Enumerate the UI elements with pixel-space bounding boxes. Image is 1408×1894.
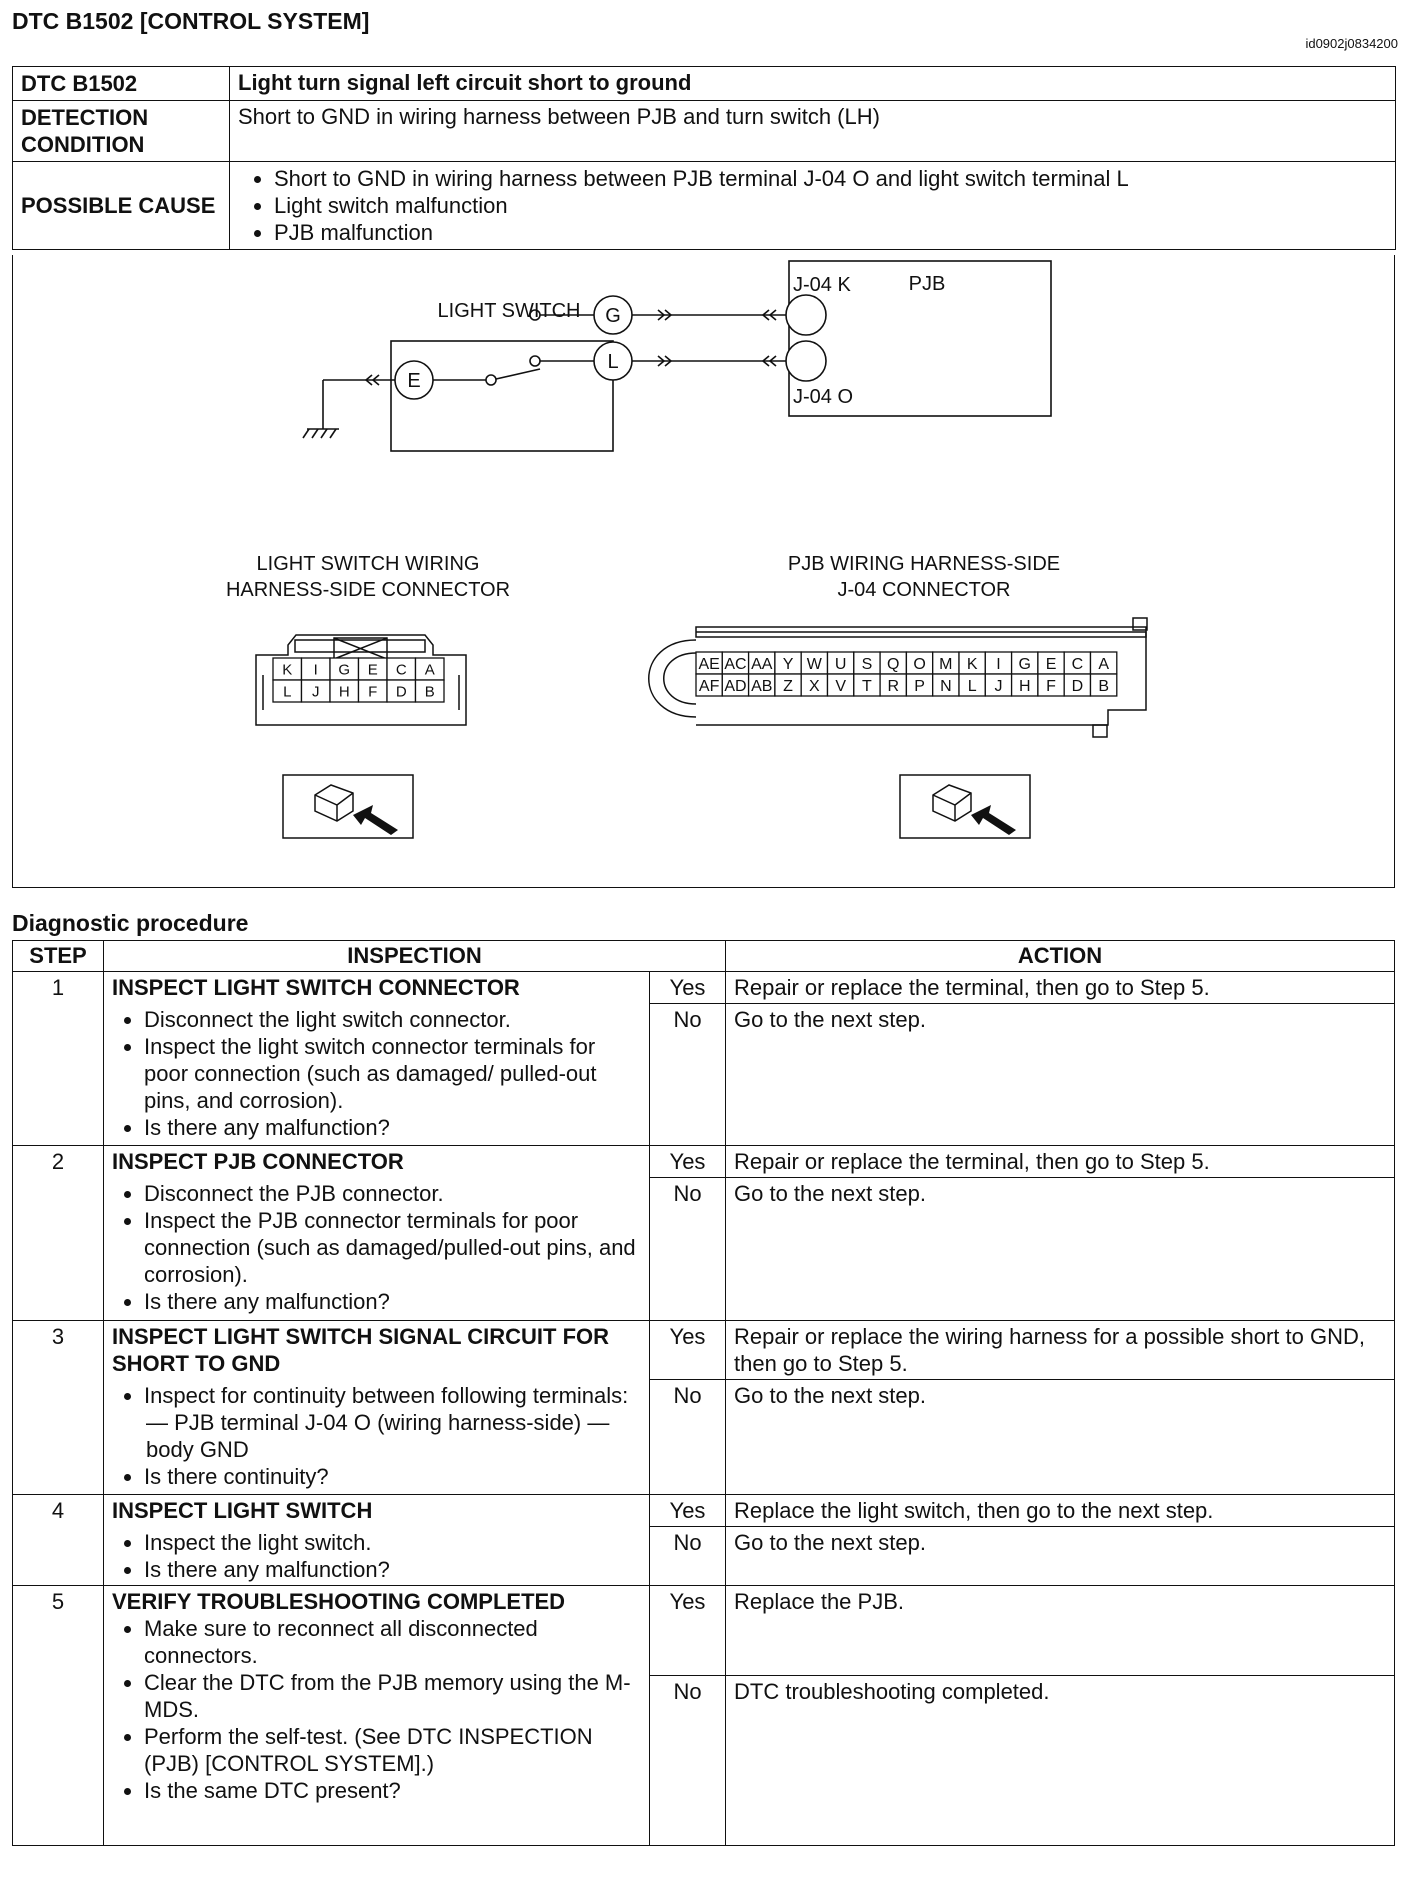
pjb-pin-label: AC: [724, 655, 747, 673]
light-switch-pin-grid: [273, 658, 444, 702]
pjb-pin-label: R: [887, 677, 900, 695]
no-label: No: [650, 1527, 726, 1586]
page-title: DTC B1502 [CONTROL SYSTEM]: [12, 8, 370, 34]
step-items: [104, 1527, 650, 1586]
cause-item: • Short to GND in wiring harness between PJB terminal J-04 O and light switch terminal L: [274, 165, 1387, 192]
cause-item: • PJB malfunction: [274, 219, 1387, 246]
step-item: • Disconnect the light switch connector.: [144, 1006, 641, 1033]
no-action: Go to the next step.: [726, 1527, 1395, 1586]
step-item: • Is there any malfunction?: [144, 1556, 641, 1583]
pjb-pin-label: AD: [724, 677, 747, 695]
yes-label: Yes: [650, 1585, 726, 1675]
step-heading: INSPECT LIGHT SWITCH CONNECTOR: [104, 972, 650, 1004]
pjb-pin-label: A: [1098, 655, 1109, 673]
no-label: No: [650, 1380, 726, 1495]
pjb-pin-label: H: [1018, 677, 1031, 695]
ls-pin-label: L: [283, 683, 292, 701]
pjb-pin-label: E: [1045, 655, 1057, 673]
pjb-pin-label: T: [862, 677, 872, 695]
cause-item: • Light switch malfunction: [274, 192, 1387, 219]
terminal-l-label: L: [607, 351, 619, 373]
step-item: • Make sure to reconnect all disconnected connectors.: [144, 1615, 641, 1669]
step-number: 5: [13, 1585, 104, 1845]
step-row: [13, 1585, 1395, 1675]
possible-cause-label: POSSIBLE CAUSE: [13, 162, 230, 250]
ls-pin-label: H: [338, 683, 350, 701]
pjb-pin-label: M: [939, 655, 953, 673]
pjb-pin-label: O: [913, 655, 926, 673]
ls-connector-title-2: HARNESS-SIDE CONNECTOR: [225, 579, 511, 601]
step-item: • Inspect the PJB connector terminals for poor connection (such as damaged/pulled-out pins, and corrosion).: [144, 1207, 641, 1288]
no-label: No: [650, 1675, 726, 1845]
pjb-connector-title-1: PJB WIRING HARNESS-SIDE: [787, 553, 1061, 575]
wiring-diagram-panel: [12, 255, 1395, 888]
pjb-pin-label: S: [861, 655, 873, 673]
pjb-terminal-o-label: J-04 O: [793, 386, 854, 408]
pjb-pin-label: W: [806, 655, 822, 673]
step-item: • Is the same DTC present?: [144, 1777, 641, 1804]
yes-label: Yes: [650, 1146, 726, 1178]
pjb-pin-label: N: [940, 677, 952, 695]
ls-pin-label: F: [368, 683, 378, 701]
pjb-pin-label: V: [835, 677, 846, 695]
step-item: • Is there any malfunction?: [144, 1288, 641, 1315]
step-row: [13, 972, 1395, 1004]
pjb-pin-label: K: [966, 655, 978, 673]
ls-pin-label: C: [395, 661, 407, 679]
step-item: • Inspect the light switch.: [144, 1529, 641, 1556]
ls-pin-label: B: [424, 683, 435, 701]
no-action: DTC troubleshooting completed.: [726, 1675, 1395, 1845]
dtc-code-label: DTC B1502: [13, 67, 230, 101]
yes-action: Repair or replace the terminal, then go to Step 5.: [726, 972, 1395, 1004]
step-items: [104, 1178, 650, 1321]
pjb-pin-label: D: [1071, 677, 1084, 695]
step-item: • Disconnect the PJB connector.: [144, 1180, 641, 1207]
pjb-terminal-o-circle: [786, 341, 826, 381]
step-items: [104, 1380, 650, 1495]
step-number: 2: [13, 1146, 104, 1321]
light-switch-label: LIGHT SWITCH: [437, 300, 581, 322]
document-id: id0902j0834200: [1305, 36, 1398, 51]
step-row: [13, 1146, 1395, 1178]
pjb-pin-label: I: [996, 655, 1001, 673]
ls-pin-label: K: [282, 661, 293, 679]
pjb-connector-title-2: J-04 CONNECTOR: [837, 579, 1011, 601]
pjb-pin-label: B: [1098, 677, 1109, 695]
diagnostic-procedure-table: [12, 940, 1395, 1846]
yes-label: Yes: [650, 1495, 726, 1527]
step-item: • Inspect for continuity between following terminals:: [144, 1382, 641, 1409]
col-action-header: ACTION: [726, 941, 1395, 972]
step-row: [13, 1495, 1395, 1527]
pjb-pin-label: L: [967, 677, 977, 695]
step-row: [13, 1321, 1395, 1380]
yes-label: Yes: [650, 1321, 726, 1380]
step-item: • Inspect the light switch connector terminals for poor connection (such as damaged/ pulled-out pins, and corrosion).: [144, 1033, 641, 1114]
ls-pin-label: E: [367, 661, 378, 679]
dtc-description: Light turn signal left circuit short to ground: [230, 67, 1396, 101]
yes-action: Replace the PJB.: [726, 1585, 1395, 1675]
step-heading: INSPECT LIGHT SWITCH SIGNAL CIRCUIT FOR SHORT TO GND: [104, 1321, 650, 1380]
pjb-pin-label: G: [1018, 655, 1031, 673]
pjb-label: PJB: [908, 273, 946, 295]
detection-condition-text: Short to GND in wiring harness between PJB and turn switch (LH): [230, 101, 1396, 162]
dtc-info-table: [12, 66, 1396, 250]
step-heading: INSPECT LIGHT SWITCH: [104, 1495, 650, 1527]
step-number: 3: [13, 1321, 104, 1495]
pjb-pin-label: AE: [698, 655, 720, 673]
pjb-pin-label: J: [994, 677, 1003, 695]
ls-pin-label: J: [312, 683, 320, 701]
step-items: [104, 1004, 650, 1146]
ls-connector-title-1: LIGHT SWITCH WIRING: [256, 553, 480, 575]
pjb-pin-label: P: [914, 677, 925, 695]
pjb-pin-label: C: [1071, 655, 1084, 673]
detection-condition-label: DETECTION CONDITION: [13, 101, 230, 162]
terminal-e-label: E: [407, 370, 421, 392]
yes-action: Replace the light switch, then go to the next step.: [726, 1495, 1395, 1527]
pjb-pin-label: AA: [751, 655, 773, 673]
no-action: Go to the next step.: [726, 1004, 1395, 1146]
ls-pin-label: G: [338, 661, 351, 679]
step-number: 4: [13, 1495, 104, 1586]
pjb-pin-label: AF: [698, 677, 720, 695]
yes-action: Repair or replace the terminal, then go to Step 5.: [726, 1146, 1395, 1178]
no-action: Go to the next step.: [726, 1178, 1395, 1321]
step-item: • Is there continuity?: [144, 1463, 641, 1490]
step-subitem: — PJB terminal J-04 O (wiring harness-side) — body GND: [146, 1409, 610, 1462]
step-item: • Clear the DTC from the PJB memory using the M-MDS.: [144, 1669, 641, 1723]
no-action: Go to the next step.: [726, 1380, 1395, 1495]
pjb-pin-label: Q: [887, 655, 900, 673]
yes-label: Yes: [650, 972, 726, 1004]
pjb-terminal-k-circle: [786, 295, 826, 335]
col-inspection-header: INSPECTION: [104, 941, 726, 972]
step-heading: INSPECT PJB CONNECTOR: [104, 1146, 650, 1178]
pjb-pin-label: X: [809, 677, 820, 695]
step-item: • Is there any malfunction?: [144, 1114, 641, 1141]
ls-pin-label: I: [313, 661, 318, 679]
pjb-pin-label: F: [1046, 677, 1056, 695]
wiring-diagram: [13, 255, 1394, 887]
col-step-header: STEP: [13, 941, 104, 972]
step-item: • Perform the self-test. (See DTC INSPECTION (PJB) [CONTROL SYSTEM].): [144, 1723, 641, 1777]
ls-pin-label: A: [424, 661, 435, 679]
pjb-pin-label: Y: [782, 655, 794, 673]
ls-pin-label: D: [395, 683, 407, 701]
diagnostic-procedure-title: Diagnostic procedure: [12, 910, 249, 936]
pjb-terminal-k-label: J-04 K: [793, 274, 851, 296]
yes-action: Repair or replace the wiring harness for a possible short to GND, then go to Step 5.: [726, 1321, 1395, 1380]
pjb-pin-label: U: [834, 655, 847, 673]
step-number: 1: [13, 972, 104, 1146]
pjb-pin-label: AB: [751, 677, 773, 695]
pjb-pin-grid: [696, 652, 1117, 696]
terminal-g-label: G: [605, 305, 621, 327]
step-heading: VERIFY TROUBLESHOOTING COMPLETED: [112, 1588, 566, 1614]
possible-cause-list: [230, 162, 1396, 250]
step-content: [104, 1585, 650, 1845]
no-label: No: [650, 1004, 726, 1146]
pjb-pin-label: Z: [783, 677, 793, 695]
no-label: No: [650, 1178, 726, 1321]
